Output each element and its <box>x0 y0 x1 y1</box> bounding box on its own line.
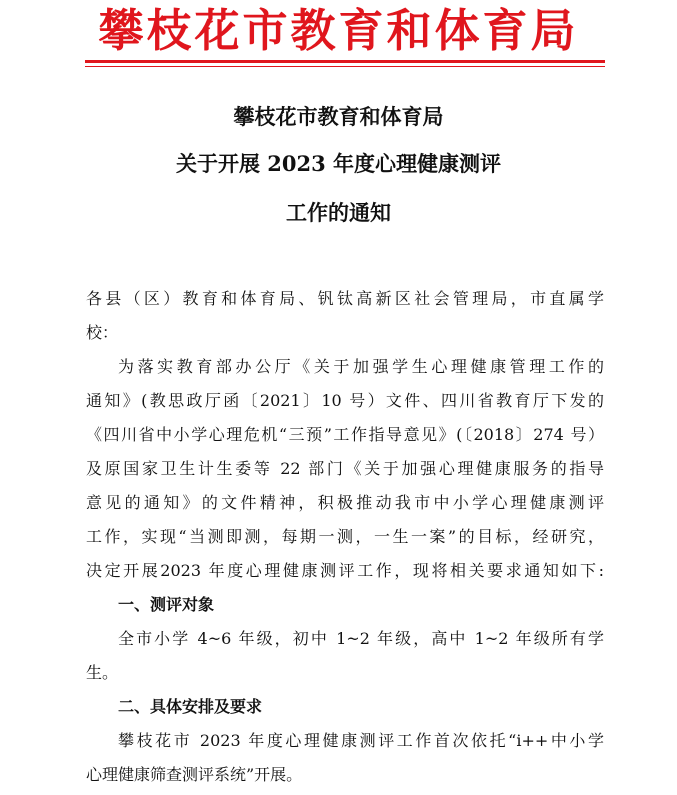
document-title-line-2: 关于开展 2023 年度心理健康测评 <box>175 151 502 176</box>
section-2-heading: 二、具体安排及要求 <box>118 697 263 716</box>
intro-paragraph-line: 意见的通知》的文件精神，积极推动我市中小学心理健康测评 <box>86 493 604 512</box>
masthead: 攀枝花市教育和体育局 <box>98 4 579 57</box>
intro-paragraph-line: 通知》(教思政厅函〔2021〕10 号）文件、四川省教育厅下发的 <box>86 391 604 410</box>
intro-paragraph-line: 决定开展2023 年度心理健康测评工作，现将相关要求通知如下: <box>86 561 604 580</box>
masthead-rule-thin <box>85 66 605 67</box>
section-1-line: 全市小学 4~6 年级，初中 1~2 年级，高中 1~2 年级所有学 <box>118 629 604 648</box>
section-1-heading: 一、测评对象 <box>118 595 215 614</box>
section-1-line: 生。 <box>86 663 119 682</box>
intro-paragraph-line: 《四川省中小学心理危机“三预”工作指导意见》(〔2018〕274 号） <box>86 425 604 444</box>
intro-paragraph-line: 为落实教育部办公厅《关于加强学生心理健康管理工作的 <box>118 357 604 376</box>
masthead-rule-thick <box>85 60 605 63</box>
document-title-line-1: 攀枝花市教育和体育局 <box>233 104 444 129</box>
document-title-line-3: 工作的通知 <box>286 200 391 225</box>
section-2-line: 心理健康筛查测评系统”开展。 <box>86 765 303 784</box>
addressee-line-2: 校： <box>86 323 119 342</box>
intro-paragraph-line: 工作，实现“当测即测，每期一测，一生一案”的目标，经研究， <box>86 527 604 546</box>
intro-paragraph-line: 及原国家卫生计生委等 22 部门《关于加强心理健康服务的指导 <box>86 459 604 478</box>
section-2-line: 攀枝花市 2023 年度心理健康测评工作首次依托“i++中小学 <box>118 731 604 750</box>
addressee-line-1: 各县（区）教育和体育局、钒钛高新区社会管理局，市直属学 <box>86 289 604 308</box>
